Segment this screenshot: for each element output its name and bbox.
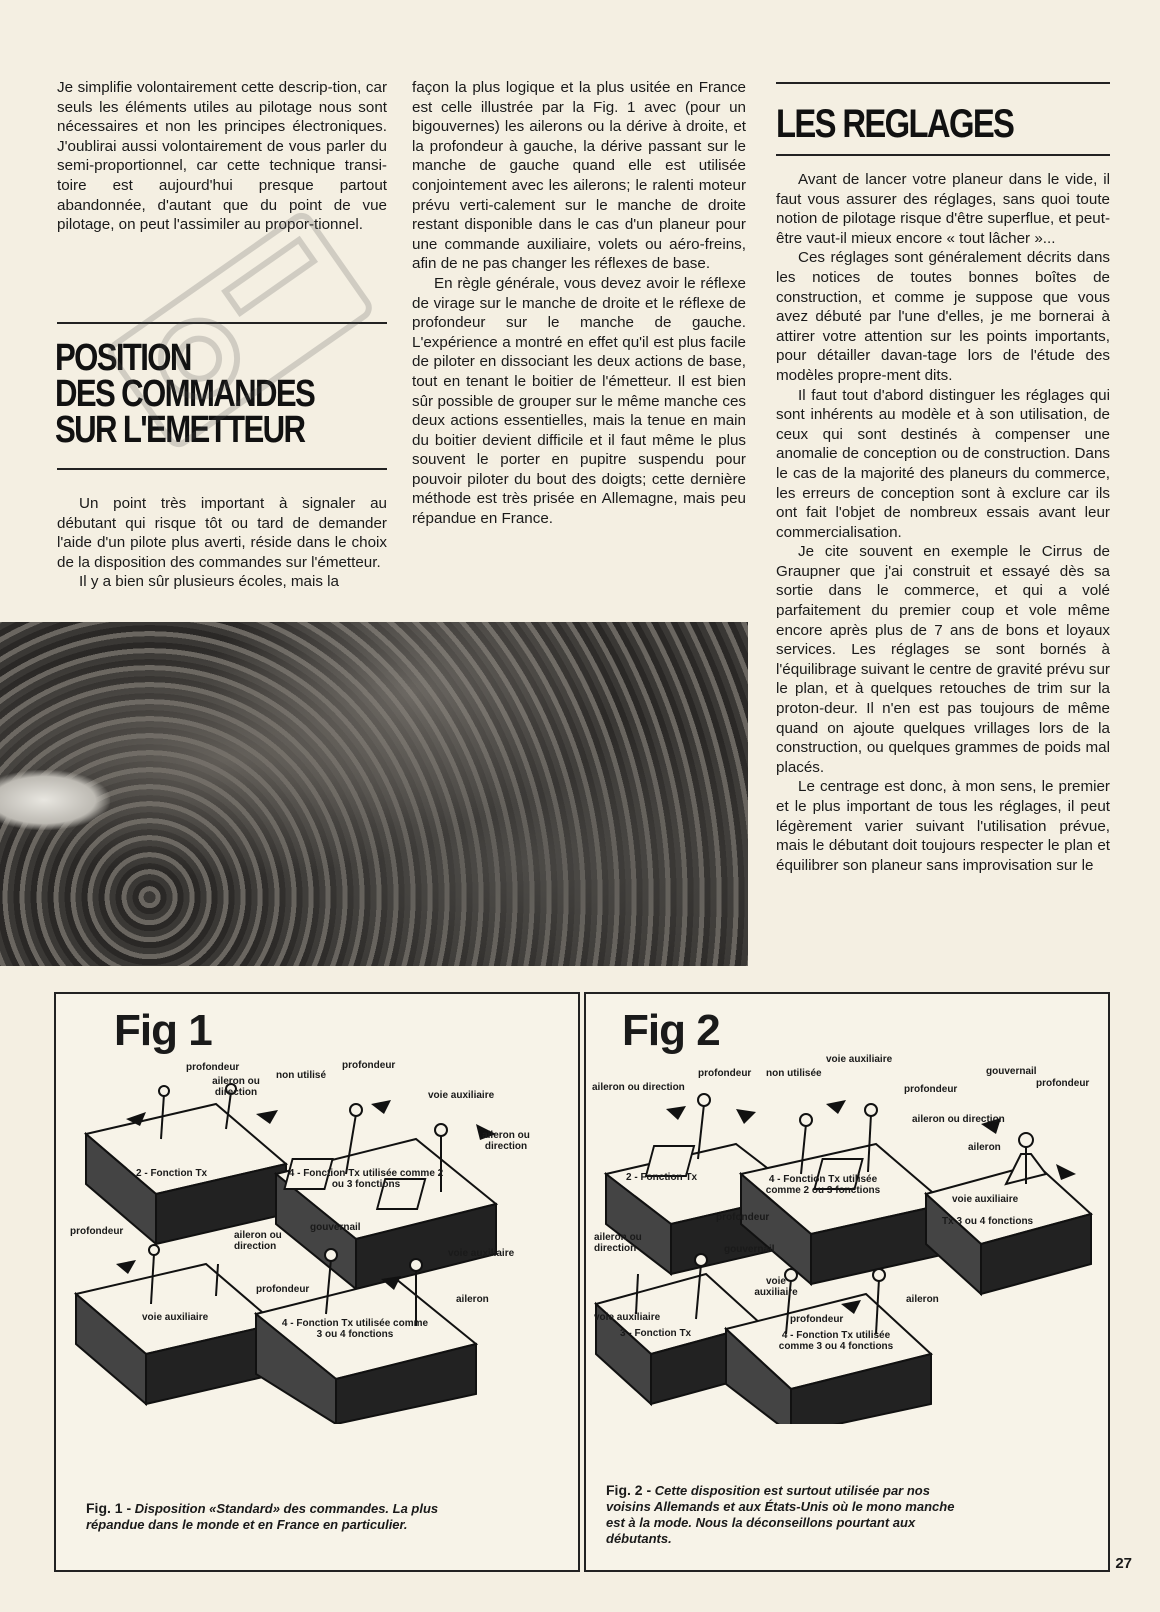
col1-text-1: Je simplifie volontairement cette descrip-tion, car seuls les éléments utiles au pilotage nous sont nécessaires et non les principes électroniques. J'oublirai aussi volontairement de vous parler du semi-proportionnel, car cette technique transi-toire est aujourd'hui presque partout abandonnée, d'autant que du point de vue pilotage, on peut l'assimiler au propor-tionnel.: [57, 79, 387, 234]
page-number: 27: [1115, 1555, 1132, 1572]
fig2-label-j: 2 - Fonction Tx: [626, 1172, 698, 1183]
col3-body: [776, 170, 1110, 875]
fig2-label-c: non utilisée: [766, 1068, 822, 1079]
fig2-label-g: profondeur: [904, 1084, 958, 1095]
figure-1-caption-label: Fig. 1 -: [86, 1500, 132, 1516]
fig2-label-d: aileron ou direction: [592, 1082, 685, 1093]
col2-body: [412, 78, 746, 529]
fig1-label-k: gouvernail: [310, 1222, 361, 1233]
heading-line-2: DES COMMANDES: [55, 373, 315, 415]
fig1-label-a: profondeur: [186, 1062, 240, 1073]
fig2-label-m: Tx 3 ou 4 fonctions: [942, 1216, 1034, 1227]
fig1-label-h: 4 - Fonction Tx utilisée comme 2 ou 3 fonctions: [288, 1168, 444, 1190]
col1-text-3: Il y a bien sûr plusieurs écoles, mais la: [79, 573, 339, 591]
fig2-label-h: aileron ou direction: [912, 1114, 1005, 1125]
fig2-label-o: aileron ou direction: [594, 1232, 642, 1254]
col1-para-2: [57, 494, 387, 592]
fig2-label-q: voie auxiliaire: [754, 1276, 798, 1298]
fig1-label-g: 2 - Fonction Tx: [136, 1168, 208, 1179]
watermark-stamp: [80, 160, 400, 500]
heading-line-3: SUR L'EMETTEUR: [55, 409, 305, 451]
fig1-label-n: aileron: [456, 1294, 489, 1305]
figure-2-caption: [606, 1482, 966, 1547]
col3-text-2: Ces réglages sont généralement décrits dans les notices de toutes bonnes boîtes de construction, et comme je suppose que vous avez débuté par l'une d'elles, je me bornerai à attirer votre attention sur les points importants, pour détailler davan-tage lors de l'étude des modèles propre-ment dits.: [776, 249, 1110, 384]
fig2-label-k: 4 - Fonction Tx utilisée comme 2 ou 3 fonctions: [765, 1174, 881, 1196]
fig1-label-o: voie auxiliaire: [142, 1312, 209, 1323]
fig1-label-b: aileron ou direction: [212, 1076, 260, 1098]
fig1-label-f: aileron ou direction: [482, 1130, 530, 1152]
figure-1-box: [54, 992, 580, 1572]
fig2-label-n: profondeur: [716, 1212, 770, 1223]
fig2-label-l: voie auxiliaire: [952, 1194, 1019, 1205]
fig1-label-e: voie auxiliaire: [428, 1090, 495, 1101]
glider-nose-image: [0, 770, 110, 830]
fig2-label-v: 4 - Fonction Tx utilisée comme 3 ou 4 fonctions: [778, 1330, 894, 1352]
figure-1-title: Fig 1: [114, 1006, 212, 1055]
fig2-label-p: gouvernail: [724, 1244, 775, 1255]
figure-2-caption-text: Cette disposition est surtout utilisée par nos voisins Allemands et aux États-Unis où le mono manche est à la mode. Nous la déconseillons pourtant aux débutants.: [606, 1483, 955, 1546]
fig1-transmitters-drawing: [56, 1064, 578, 1424]
fig1-label-m: profondeur: [256, 1284, 310, 1295]
col3-text-1: Avant de lancer votre planeur dans le vide, il faut vous assurer des réglages, sans quoi toute notion de pilotage risque d'être superflue, et peut-être vaut-il mieux encore « tout lâcher »...: [776, 171, 1110, 247]
fig2-label-s: voie auxiliaire: [594, 1312, 661, 1323]
fig1-label-l: voie auxiliaire: [448, 1248, 515, 1259]
fig2-label-e: gouvernail: [986, 1066, 1037, 1077]
col2-text-1: façon la plus logique et la plus usitée en France est celle illustrée par la Fig. 1 avec (pour un bigouvernes) les ailerons ou la dérive à droite, et la profondeur à gauche, la dérive passant sur le manche de gauche quand elle est utilisée conjointement avec les ailerons; le ralenti moteur prévu verti-calement sur le manche de droite restant disponible dans le cas d'un planeur pour une commande auxiliaire, volets ou aéro-freins, afin de ne pas changer les réflexes de base.: [412, 79, 746, 273]
col3-rule-bottom: [776, 154, 1110, 156]
landscape-photo: [0, 622, 748, 966]
fig2-transmitters-drawing: [586, 1064, 1108, 1424]
figure-1-caption-text: Disposition «Standard» des commandes. La plus répandue dans le monde et en France en particulier.: [86, 1501, 439, 1532]
figure-1-caption: [86, 1500, 446, 1533]
fig1-label-c: non utilisé: [276, 1070, 326, 1081]
col3-heading: LES REGLAGES: [776, 102, 1014, 146]
fig2-label-t: 3 - Fonction Tx: [620, 1328, 692, 1339]
fig2-label-i: aileron: [968, 1142, 1001, 1153]
fig2-label-b: profondeur: [698, 1068, 752, 1079]
fig2-label-f: profondeur: [1036, 1078, 1090, 1089]
col3-text-3: Il faut tout d'abord distinguer les réglages qui sont inhérents au modèle et à son utilisation, de ceux qui sont destinés à compenser une anomalie de conception ou de construction. Dans le cas de la majorité des planeurs du commerce, les erreurs de conception sont à exclure car ils ont fait l'objet de nombreux essais avant leur commercialisation.: [776, 386, 1110, 541]
fig1-label-j: aileron ou direction: [234, 1230, 282, 1252]
col2-text-2: En règle générale, vous devez avoir le réflexe de virage sur le manche de droite et le réflexe de profondeur sur le manche de gauche. L'expérience a montré en effet qu'il est plus facile de piloter en dissociant les deux actions de base, tout en tenant le boitier de l'émetteur. Il est bien sûr possible de grouper sur le même manche ces deux actions essentielles, mais la tenue en main du boitier devient difficile et il faut même le plus souvent le porter en pupitre suspendu pour pouvoir piloter du bout des doigts; cette dernière méthode est très prisée en Allemagne, mais peu répandue en France.: [412, 274, 746, 528]
col3-text-4: Je cite souvent en exemple le Cirrus de Graupner que j'ai construit et essayé dès sa sortie dans le commerce, et qui a volé parfaitement du premier coup et vole même encore après plus de 7 ans de bons et loyaux services. Les réglages se sont bornés à l'équilibrage suivant le centre de gravité prévu sur le plan, et à quelques retouches de trim sur la proton-deur. Il n'en est pas toujours de même quand on ajoute quelques vrillages lors de la construction, ou quelques grammes de poids mal placés.: [776, 543, 1110, 776]
fig2-label-r: aileron: [906, 1294, 939, 1305]
fig2-label-a: voie auxiliaire: [826, 1054, 893, 1065]
col3-rule-top: [776, 82, 1110, 84]
figure-2-caption-label: Fig. 2 -: [606, 1482, 652, 1498]
fig1-label-i: profondeur: [70, 1226, 124, 1237]
fig1-label-p: 4 - Fonction Tx utilisée comme 3 ou 4 fonctions: [281, 1318, 429, 1340]
figure-2-box: [584, 992, 1110, 1572]
fig2-label-u: profondeur: [790, 1314, 844, 1325]
fig1-label-d: profondeur: [342, 1060, 396, 1071]
col1-text-2: Un point très important à signaler au débutant qui risque tôt ou tard de demander l'aide d'un pilote plus averti, réside dans le choix de la disposition des commandes sur l'émetteur.: [57, 495, 387, 571]
heading-line-1: POSITION: [55, 337, 191, 379]
figure-2-title: Fig 2: [622, 1006, 720, 1055]
col3-text-5: Le centrage est donc, à mon sens, le premier et le plus important de tous les réglages, il peut légèrement varier suivant l'utilisation prévue, mais le débutant doit toujours respecter le plan et équilibrer son planeur sans improvisation sur le: [776, 778, 1110, 874]
